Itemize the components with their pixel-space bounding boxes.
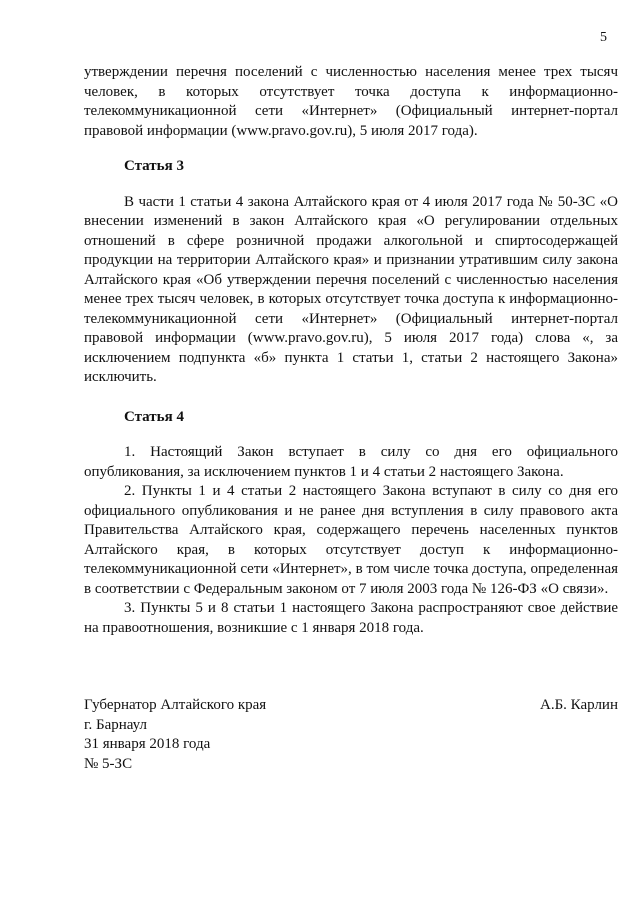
article-4-item-2: 2. Пункты 1 и 4 статьи 2 настоящего Закона вступают в силу со дня его официального опубликования и не ранее дня вступления в силу правового акта Правительства Алтайского края, содержащего перечень населенных пунктов Алтайского края, в которых отсутствует доступ к информационно-телекоммуникационной сети «Интернет», в том числе точка доступа, определенная в соответствии с Федеральным законом от 7 июля 2003 года № 126-ФЗ «О связи». (84, 483, 618, 597)
signatory-title: Губернатор Алтайского края (84, 697, 267, 713)
intro-paragraph: утверждении перечня поселений с численностью населения менее трех тысяч человек, в которых отсутствует точка доступа к информационно-телекоммуникационной сети «Интернет» (Официальный интернет-портал правовой информации (www.pravo.gov.ru), 5 июля 2017 года). (84, 64, 618, 139)
signature-details (84, 716, 618, 775)
signature-city: г. Барнаул (84, 716, 147, 733)
article-4-heading: Статья 4 (124, 408, 184, 425)
article-4-item-3: 3. Пункты 5 и 8 статьи 1 настоящего Закона распространяют свое действие на правоотношения, возникшие с 1 января 2018 года. (84, 600, 618, 636)
page-number: 5 (600, 30, 607, 45)
law-number: № 5-ЗС (84, 755, 133, 772)
article-3-heading: Статья 3 (124, 158, 184, 174)
article-3-paragraph: В части 1 статьи 4 закона Алтайского края от 4 июля 2017 года № 50-ЗС «О внесении изменений в закон Алтайского края «О регулировании отдельных отношений в сфере розничной продажи алкогольной и спиртосодержащей продукции на территории Алтайского края» и признании утратившим силу закона Алтайского края «Об утверждении перечня поселений с численностью населения менее трех тысяч человек, в которых отсутствует точка доступа к информационно-телекоммуникационной сети «Интернет» (Официальный интернет-портал правовой информации (www.pravo.gov.ru), 5 июля 2017 года) слова «, за исключением подпункта «б» пункта 1 статьи 1, статьи 2 настоящего Закона» исключить. (84, 193, 618, 385)
article-4-item-1: 1. Настоящий Закон вступает в силу со дня его официального опубликования, за исключением пунктов 1 и 4 статьи 2 настоящего Закона. (84, 444, 618, 480)
signature-row (84, 696, 618, 716)
signatory-name: А.Б. Карлин (539, 697, 618, 713)
document-body (84, 63, 618, 774)
signature-date: 31 января 2018 года (84, 736, 211, 752)
